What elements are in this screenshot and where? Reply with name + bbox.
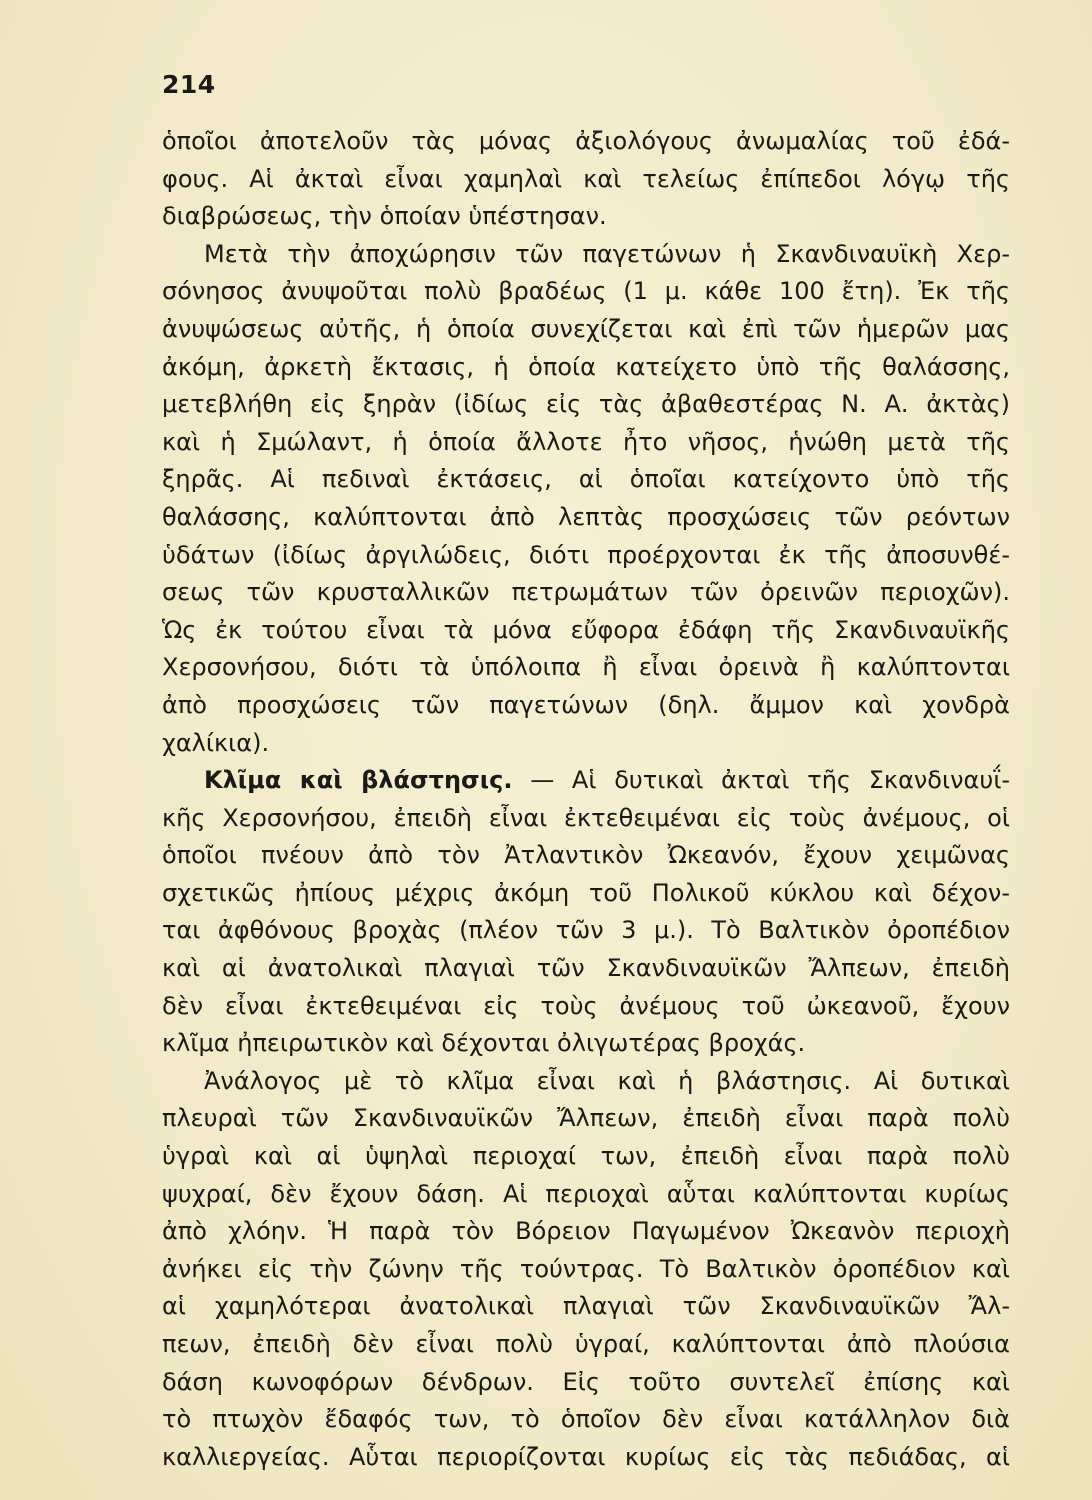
- text-line: Ἀνάλογος μὲ τὸ κλῖμα εἶναι καὶ ἡ βλάστησις. Αἱ δυτικαὶ: [204, 1066, 1010, 1095]
- body-text: [162, 123, 1010, 1476]
- text-line: ἀνήκει εἰς τὴν ζώνην τῆς τούντρας. Τὸ Βαλτικὸν ὀροπέδιον καὶ: [162, 1254, 1010, 1283]
- text-line: θαλάσσης, καλύπτονται ἀπὸ λεπτὰς προσχώσεις τῶν ρεόντων: [162, 502, 1010, 531]
- text-line: Ὡς ἐκ τούτου εἶναι τὰ μόνα εὔφορα ἐδάφη τῆς Σκανδιναυϊκῆς: [162, 615, 1010, 644]
- text-line: πλευραὶ τῶν Σκανδιναυϊκῶν Ἄλπεων, ἐπειδὴ εἶναι παρὰ πολὺ: [162, 1104, 1010, 1133]
- text-line: κῆς Χερσονήσου, ἐπειδὴ εἶναι ἐκτεθειμέναι εἰς τοὺς ἀνέμους, οἱ: [162, 803, 1010, 832]
- text-line: διαβρώσεως, τὴν ὁποίαν ὑπέστησαν.: [162, 202, 607, 231]
- section-first-line-text: — Αἱ δυτικαὶ ἀκταὶ τῆς Σκανδιναυΐ-: [512, 766, 1010, 795]
- text-line: δὲν εἶναι ἐκτεθειμέναι εἰς τοὺς ἀνέμους τοῦ ὠκεανοῦ, ἔχουν: [162, 991, 1010, 1020]
- text-line: ται ἀφθόνους βροχὰς (πλέον τῶν 3 μ.). Τὸ Βαλτικὸν ὀροπέδιον: [162, 916, 1010, 945]
- text-line: σχετικῶς ἠπίους μέχρις ἀκόμη τοῦ Πολικοῦ κύκλου καὶ δέχον-: [162, 878, 1010, 907]
- text-line: καλλιεργείας. Αὗται περιορίζονται κυρίως εἰς τὰς πεδιάδας, αἱ: [162, 1442, 1010, 1471]
- text-line: καὶ αἱ ἀνατολικαὶ πλαγιαὶ τῶν Σκανδιναυϊκῶν Ἄλπεων, ἐπειδὴ: [162, 954, 1010, 983]
- text-line: δάση κωνοφόρων δένδρων. Εἰς τοῦτο συντελεῖ ἐπίσης καὶ: [162, 1367, 1010, 1396]
- text-line: ψυχραί, δὲν ἔχουν δάση. Αἱ περιοχαὶ αὗται καλύπτονται κυρίως: [162, 1179, 1010, 1208]
- text-line: τὸ πτωχὸν ἔδαφός των, τὸ ὁποῖον δὲν εἶναι κατάλληλον διὰ: [162, 1405, 1010, 1434]
- text-line: ὁποῖοι πνέουν ἀπὸ τὸν Ἀτλαντικὸν Ὠκεανόν, ἔχουν χειμῶνας: [162, 841, 1010, 870]
- text-line: Χερσονήσου, διότι τὰ ὑπόλοιπα ἢ εἶναι ὀρεινὰ ἢ καλύπτονται: [162, 653, 1010, 682]
- text-line: ὑγραὶ καὶ αἱ ὑψηλαὶ περιοχαί των, ἐπειδὴ εἶναι παρὰ πολὺ: [162, 1142, 1010, 1171]
- text-line: κλῖμα ἠπειρωτικὸν καὶ δέχονται ὀλιγωτέρας βροχάς.: [162, 1029, 806, 1058]
- text-line: ἀπὸ χλόην. Ἡ παρὰ τὸν Βόρειον Παγωμένον Ὠκεανὸν περιοχὴ: [162, 1217, 1010, 1246]
- text-line: Μετὰ τὴν ἀποχώρησιν τῶν παγετώνων ἡ Σκανδιναυϊκὴ Χερ-: [204, 239, 1010, 268]
- text-line: αἱ χαμηλότεραι ἀνατολικαὶ πλαγιαὶ τῶν Σκανδιναυϊκῶν Ἄλ-: [162, 1292, 1010, 1321]
- page-number: 214: [162, 70, 216, 99]
- text-line: φους. Αἱ ἀκταὶ εἶναι χαμηλαὶ καὶ τελείως ἐπίπεδοι λόγῳ τῆς: [162, 164, 1010, 193]
- section-heading: Κλῖμα καὶ βλάστησις.: [204, 766, 513, 795]
- text-line: χαλίκια).: [162, 728, 270, 757]
- text-line: σεως τῶν κρυσταλλικῶν πετρωμάτων τῶν ὀρεινῶν περιοχῶν).: [162, 578, 1010, 607]
- text-line: ἀκόμη, ἀρκετὴ ἔκτασις, ἡ ὁποία κατείχετο ὑπὸ τῆς θαλάσσης,: [162, 352, 1010, 381]
- text-line: πεων, ἐπειδὴ δὲν εἶναι πολὺ ὑγραί, καλύπτονται ἀπὸ πλούσια: [162, 1330, 1010, 1358]
- section-first-line: [162, 762, 1010, 800]
- text-line: ἀπὸ προσχώσεις τῶν παγετώνων (δηλ. ἄμμον καὶ χονδρὰ: [162, 690, 1010, 719]
- text-line: ὑδάτων (ἰδίως ἀργιλώδεις, διότι προέρχονται ἐκ τῆς ἀποσυνθέ-: [162, 540, 1010, 569]
- text-line: ξηρᾶς. Αἱ πεδιναὶ ἐκτάσεις, αἱ ὁποῖαι κατείχοντο ὑπὸ τῆς: [162, 465, 1010, 494]
- text-line: σόνησος ἀνυψοῦται πολὺ βραδέως (1 μ. κάθε 100 ἔτη). Ἐκ τῆς: [162, 277, 1010, 306]
- text-line: ἀνυψώσεως αὐτῆς, ἡ ὁποία συνεχίζεται καὶ ἐπὶ τῶν ἡμερῶν μας: [162, 314, 1010, 343]
- text-line: μετεβλήθη εἰς ξηρὰν (ἰδίως εἰς τὰς ἀβαθεστέρας Ν. Α. ἀκτὰς): [162, 390, 1010, 419]
- text-line: ὁποῖοι ἀποτελοῦν τὰς μόνας ἀξιολόγους ἀνωμαλίας τοῦ ἐδά-: [162, 127, 1010, 155]
- text-line: καὶ ἡ Σμώλαντ, ἡ ὁποία ἄλλοτε ἦτο νῆσος, ἡνώθη μετὰ τῆς: [162, 427, 1010, 456]
